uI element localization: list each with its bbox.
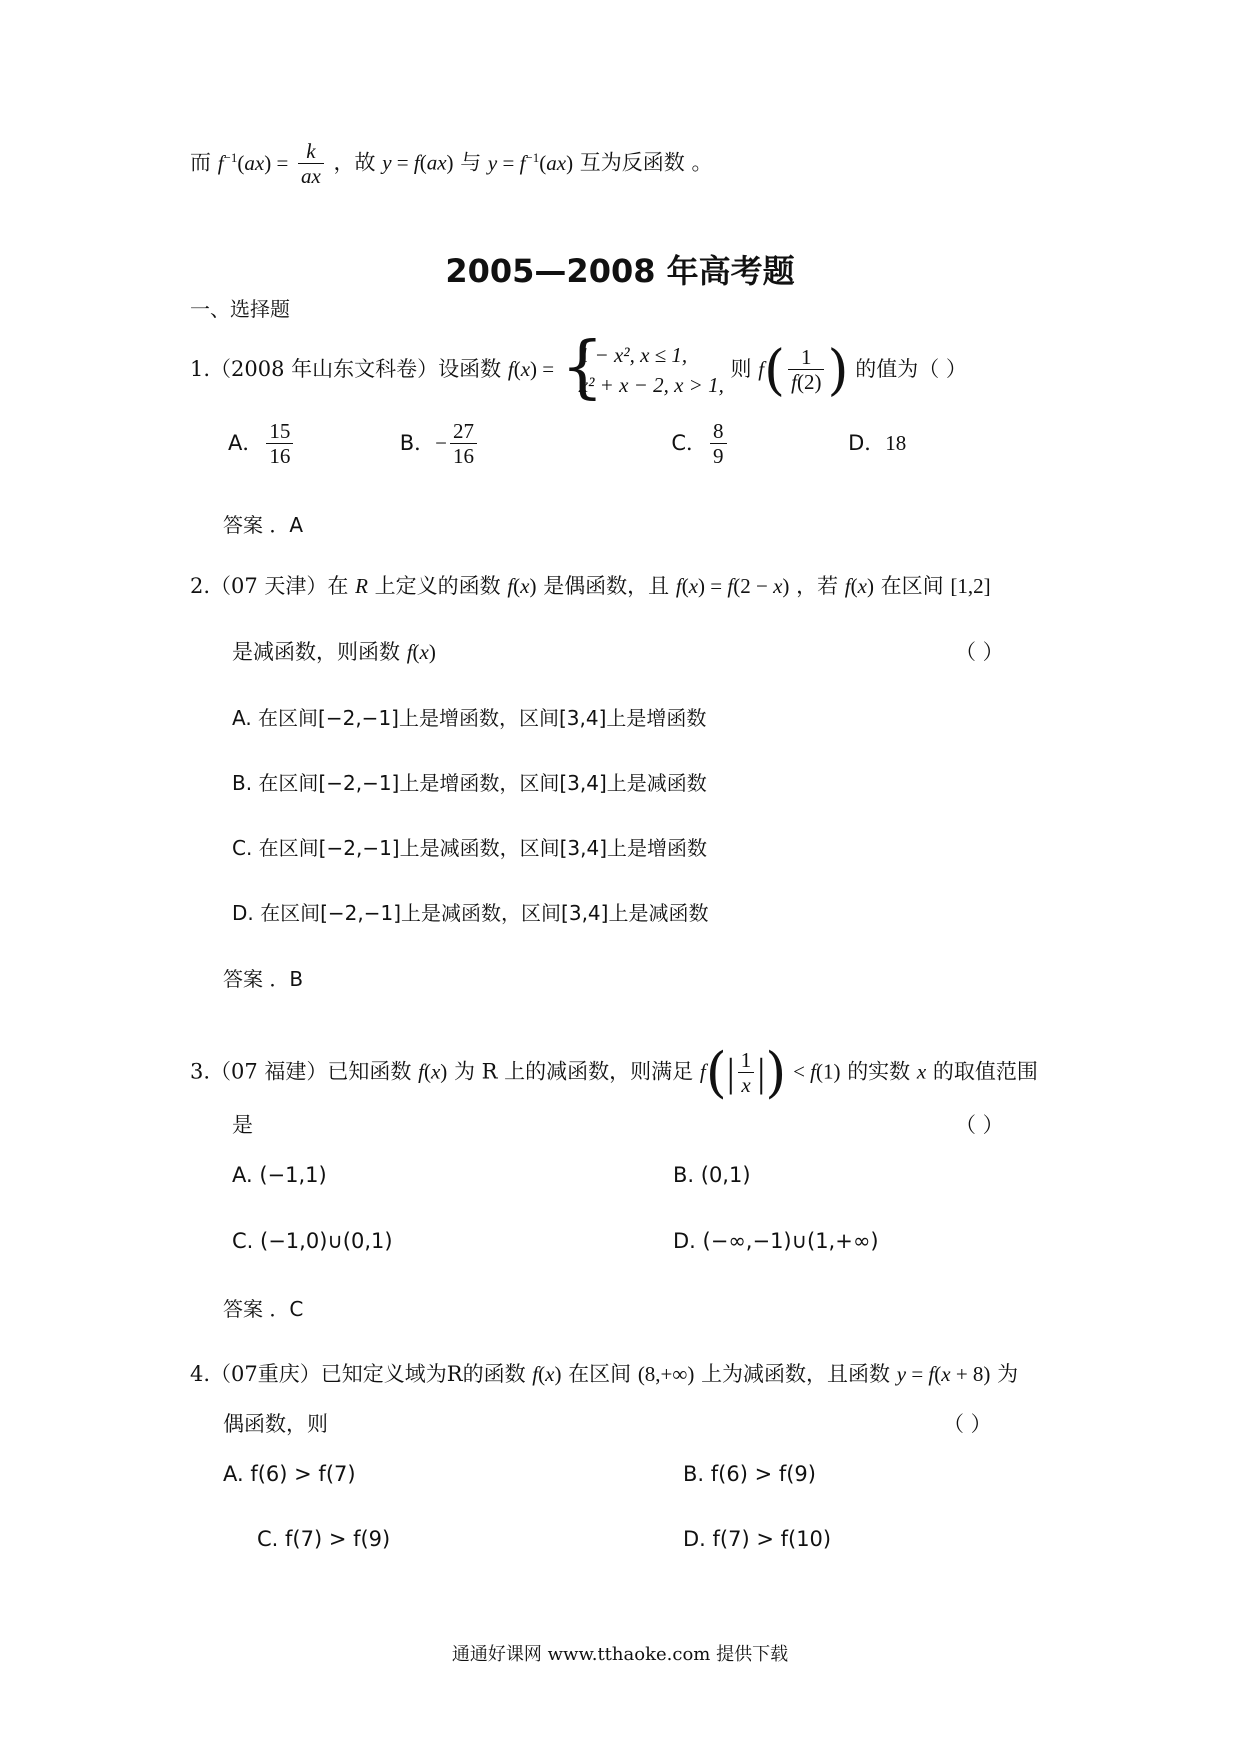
top-line: 而 $f^{-1}(ax)$ = $\frac{k}{ax}$ ，故 y = f(ax) 与 $y = f^{-1}(ax)$ 互为反函数 。 xyxy=(190,139,713,189)
question-4-option-a: A. f(6) > f(7) xyxy=(223,1462,356,1486)
option-a-fraction: $\frac{15}{16}$ xyxy=(266,420,293,468)
question-2: 2.（07 天津）在 R 上定义的函数 f(x) 是偶函数，且 f(x) = f(2 − x) ，若 f(x) 在区间 [1,2] xyxy=(190,574,991,598)
question-2-line-2: 是减函数，则函数 f(x) xyxy=(232,640,436,664)
question-1-options: A． $\frac{15}{16}$ B．− $\frac{27}{16}$ C． $\frac{8}{9}$ D．18 xyxy=(228,419,907,469)
question-2-option-d: D. 在区间[−2,−1]上是减函数，区间[3,4]上是减函数 xyxy=(232,901,709,925)
question-2-option-a: A. 在区间[−2,−1]上是增函数，区间[3,4]上是增函数 xyxy=(232,706,707,730)
piecewise-definition: { 1 − x², x ≤ 1, x² + x − 2, x > 1, xyxy=(560,328,724,407)
question-4-option-b: B. f(6) > f(9) xyxy=(683,1462,816,1486)
question-2-answer: 答案 ．B xyxy=(223,967,304,991)
question-1-answer: 答案 ．A xyxy=(223,513,304,537)
page-title: 2005—2008 年高考题 xyxy=(445,252,795,290)
question-3-option-a: A. (−1,1) xyxy=(232,1163,327,1187)
question-4-option-d: D. f(7) > f(10) xyxy=(683,1527,832,1551)
question-3-paren: （ ） xyxy=(955,1113,1004,1137)
option-b-fraction: $\frac{27}{16}$ xyxy=(450,420,477,468)
question-3: 3.（07 福建）已知函数 f(x) 为 R 上的减函数，则满足 f(| $\frac{1}{x}$ |) < f(1) 的实数 x 的取值范围 xyxy=(190,1041,1038,1104)
question-3-option-c: C. (−1,0)∪(0,1) xyxy=(232,1229,393,1253)
page-footer: 通通好课网 www.tthaoke.com 提供下载 xyxy=(451,1644,789,1665)
question-3-option-d: D. (−∞,−1)∪(1,+∞) xyxy=(673,1229,879,1253)
math-finv: $f^{-1}(ax)$ = xyxy=(217,149,289,175)
option-c-fraction: $\frac{8}{9}$ xyxy=(710,420,727,468)
question-2-paren: （ ） xyxy=(955,640,1004,664)
question-2-option-c: C. 在区间[−2,−1]上是减函数，区间[3,4]上是增函数 xyxy=(232,836,708,860)
question-4: 4.（07重庆）已知定义域为R的函数 f(x) 在区间 (8,+∞) 上为减函数，且函数 y = f(x + 8) 为 xyxy=(190,1362,1019,1386)
fraction-1-f2: $\frac{1}{f(2)}$ xyxy=(788,346,824,394)
question-3-line-2: 是 xyxy=(232,1113,253,1137)
question-2-option-b: B. 在区间[−2,−1]上是增函数，区间[3,4]上是减函数 xyxy=(232,771,707,795)
question-4-line-2: 偶函数，则 xyxy=(223,1412,328,1436)
question-3-option-b: B. (0,1) xyxy=(673,1163,751,1187)
fraction-k-ax: $\frac{k}{ax}$ xyxy=(298,140,324,188)
fraction-1-x: $\frac{1}{x}$ xyxy=(738,1049,755,1097)
question-4-option-c: C. f(7) > f(9) xyxy=(257,1527,391,1551)
question-1: 1.（2008 年山东文科卷）设函数 f(x) = { 1 − x², x ≤ 1, x² + x − 2, x > 1, 则 f( $\frac{1}{f(2)}$ ) 的值为（ ） xyxy=(190,328,967,407)
section-heading: 一、选择题 xyxy=(190,297,290,321)
question-3-answer: 答案 ．C xyxy=(223,1297,304,1321)
question-4-paren: （ ） xyxy=(943,1412,992,1436)
